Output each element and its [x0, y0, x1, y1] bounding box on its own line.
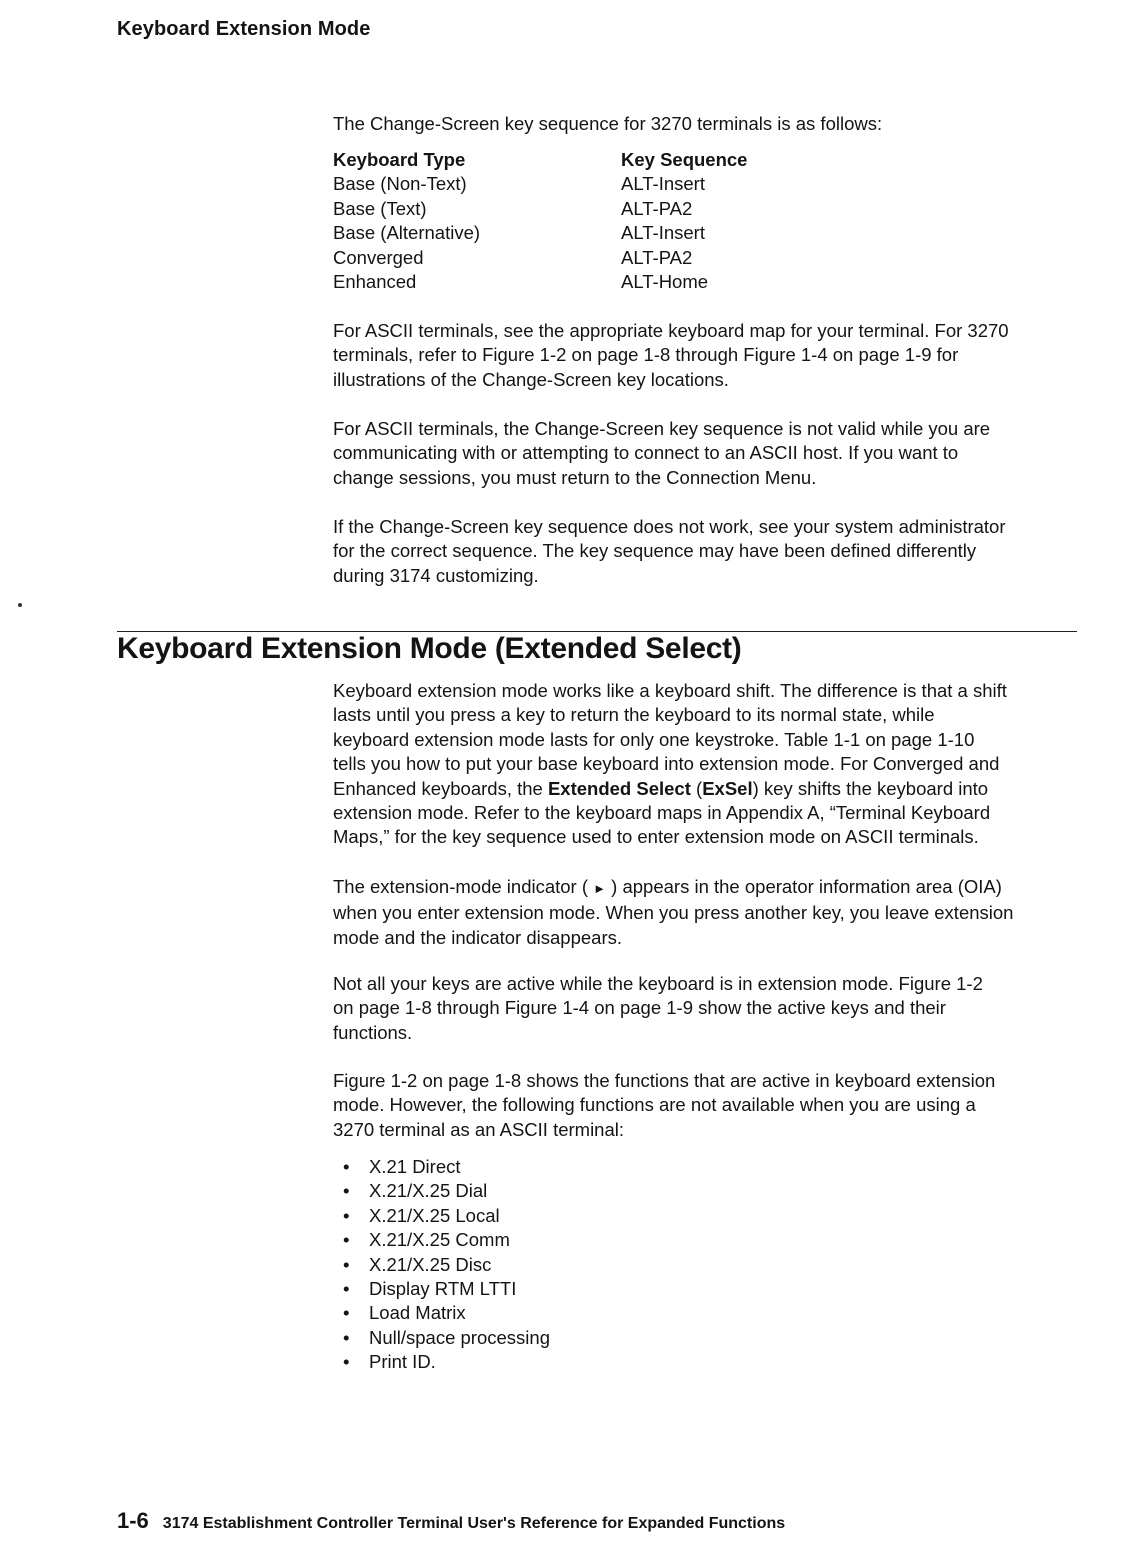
page-footer [117, 1508, 785, 1534]
document-title: 3174 Establishment Controller Terminal User's Reference for Expanded Functions [162, 1515, 786, 1532]
extension-indicator-paragraph [333, 875, 1083, 950]
list-item-text: X.21/X.25 Local [369, 1204, 500, 1226]
key-sequence-table [333, 148, 1083, 294]
text-line: mode and the indicator disappears. [333, 926, 622, 948]
extension-mode-intro-paragraph [333, 679, 1083, 850]
keyboard-type-cell: Base (Non-Text) [333, 173, 467, 195]
keyboard-type-cell: Base (Text) [333, 197, 427, 219]
text-line: For ASCII terminals, the Change-Screen key sequence is not valid while you are [333, 418, 991, 439]
bullet-icon: • [343, 1326, 350, 1348]
column-header-key-sequence: Key Sequence [621, 149, 748, 170]
text-line [333, 777, 1083, 801]
key-sequence-cell: ALT-Insert [621, 173, 705, 195]
list-item [333, 1350, 1083, 1374]
table-row [333, 197, 1083, 221]
text-line: functions. [333, 1021, 413, 1043]
text-line: Figure 1-2 on page 1-8 shows the functions that are active in keyboard extension [333, 1070, 996, 1091]
key-sequence-cell: ALT-Insert [621, 222, 705, 244]
text-line: when you enter extension mode. When you press another key, you leave extension [333, 902, 1014, 924]
bullet-icon: • [343, 1302, 350, 1324]
text-line: For ASCII terminals, see the appropriate keyboard map for your terminal. For 3270 [333, 320, 1009, 341]
list-item [333, 1155, 1083, 1179]
bullet-icon: • [343, 1156, 350, 1177]
key-sequence-cell: ALT-PA2 [621, 197, 693, 219]
list-item [333, 1253, 1083, 1277]
list-item-text: X.21 Direct [369, 1156, 461, 1177]
table-row [333, 270, 1083, 294]
text-line: extension mode. Refer to the keyboard maps in Appendix A, “Terminal Keyboard [333, 802, 991, 824]
list-item-text: Print ID. [369, 1351, 436, 1373]
text-line: Maps,” for the key sequence used to enter extension mode on ASCII terminals. [333, 826, 979, 848]
text-run: ) key shifts the keyboard into [752, 777, 989, 799]
extended-select-term: Extended Select [547, 777, 691, 799]
key-sequence-cell: ALT-PA2 [621, 246, 693, 268]
bullet-icon: • [343, 1277, 350, 1299]
text-line: If the Change-Screen key sequence does not work, see your system administrator [333, 516, 1006, 537]
bullet-icon: • [343, 1229, 350, 1251]
text-line: mode. However, the following functions are not available when you are using a [333, 1094, 976, 1116]
keyboard-type-cell: Converged [333, 246, 424, 268]
page-number: 1-6 [117, 1508, 149, 1533]
unavailable-functions-list [333, 1155, 1083, 1375]
text-line: during 3174 customizing. [333, 564, 539, 586]
list-item [333, 1301, 1083, 1325]
bullet-icon: • [343, 1204, 350, 1226]
text-line: communicating with or attempting to connect to an ASCII host. If you want to [333, 442, 959, 464]
keyboard-type-cell: Enhanced [333, 270, 417, 292]
text-run: ) appears in the operator information area (OIA) [606, 876, 1002, 897]
text-line: lasts until you press a key to return the keyboard to its normal state, while [333, 704, 935, 726]
list-item-text: Load Matrix [369, 1302, 466, 1324]
ascii-change-screen-paragraph [333, 417, 1083, 490]
list-item [333, 1179, 1083, 1203]
text-run: ( [690, 777, 703, 799]
list-item [333, 1228, 1083, 1252]
list-item [333, 1326, 1083, 1350]
table-row [333, 246, 1083, 270]
active-keys-paragraph [333, 972, 1083, 1045]
section-heading: Keyboard Extension Mode (Extended Select) [117, 632, 742, 665]
list-item-text: Display RTM LTTI [369, 1277, 517, 1299]
text-line: tells you how to put your base keyboard into extension mode. For Converged and [333, 753, 1000, 775]
text-line: Not all your keys are active while the keyboard is in extension mode. Figure 1-2 [333, 973, 983, 994]
bullet-icon: • [343, 1253, 350, 1275]
table-row [333, 172, 1083, 196]
text-line: Keyboard extension mode works like a keyboard shift. The difference is that a shift [333, 680, 1007, 701]
table-header-row [333, 148, 1083, 172]
bullet-icon: • [343, 1351, 350, 1373]
column-header-keyboard-type: Keyboard Type [333, 149, 466, 170]
table-row [333, 221, 1083, 245]
keyboard-type-cell: Base (Alternative) [333, 222, 481, 244]
text-line: illustrations of the Change-Screen key locations. [333, 368, 729, 390]
text-line: 3270 terminal as an ASCII terminal: [333, 1118, 625, 1140]
ascii-keyboard-map-paragraph [333, 319, 1083, 392]
text-line: on page 1-8 through Figure 1-4 on page 1-9 show the active keys and their [333, 997, 946, 1019]
scan-speck [18, 603, 22, 607]
text-line: change sessions, you must return to the Connection Menu. [333, 466, 817, 488]
list-item-text: X.21/X.25 Disc [369, 1253, 492, 1275]
list-item-text: X.21/X.25 Dial [369, 1180, 488, 1202]
key-sequence-cell: ALT-Home [621, 270, 709, 292]
list-item-text: Null/space processing [369, 1326, 550, 1348]
text-line [333, 875, 1083, 901]
text-line: keyboard extension mode lasts for only one keystroke. Table 1-1 on page 1-10 [333, 728, 975, 750]
text-line: terminals, refer to Figure 1-2 on page 1-8 through Figure 1-4 on page 1-9 for [333, 344, 959, 366]
text-line: for the correct sequence. The key sequence may have been defined differently [333, 540, 977, 562]
list-item-text: X.21/X.25 Comm [369, 1229, 510, 1251]
list-item [333, 1204, 1083, 1228]
list-item [333, 1277, 1083, 1301]
intro-paragraph: The Change-Screen key sequence for 3270 terminals is as follows: [333, 113, 883, 134]
text-run: The extension-mode indicator ( [333, 876, 594, 897]
text-run: Enhanced keyboards, the [333, 777, 548, 799]
unavailable-functions-paragraph [333, 1069, 1083, 1142]
system-administrator-paragraph [333, 515, 1083, 588]
extension-mode-indicator-icon: ► [593, 881, 607, 896]
running-header: Keyboard Extension Mode [117, 18, 371, 40]
bullet-icon: • [343, 1180, 350, 1202]
exsel-term: ExSel [702, 777, 753, 799]
